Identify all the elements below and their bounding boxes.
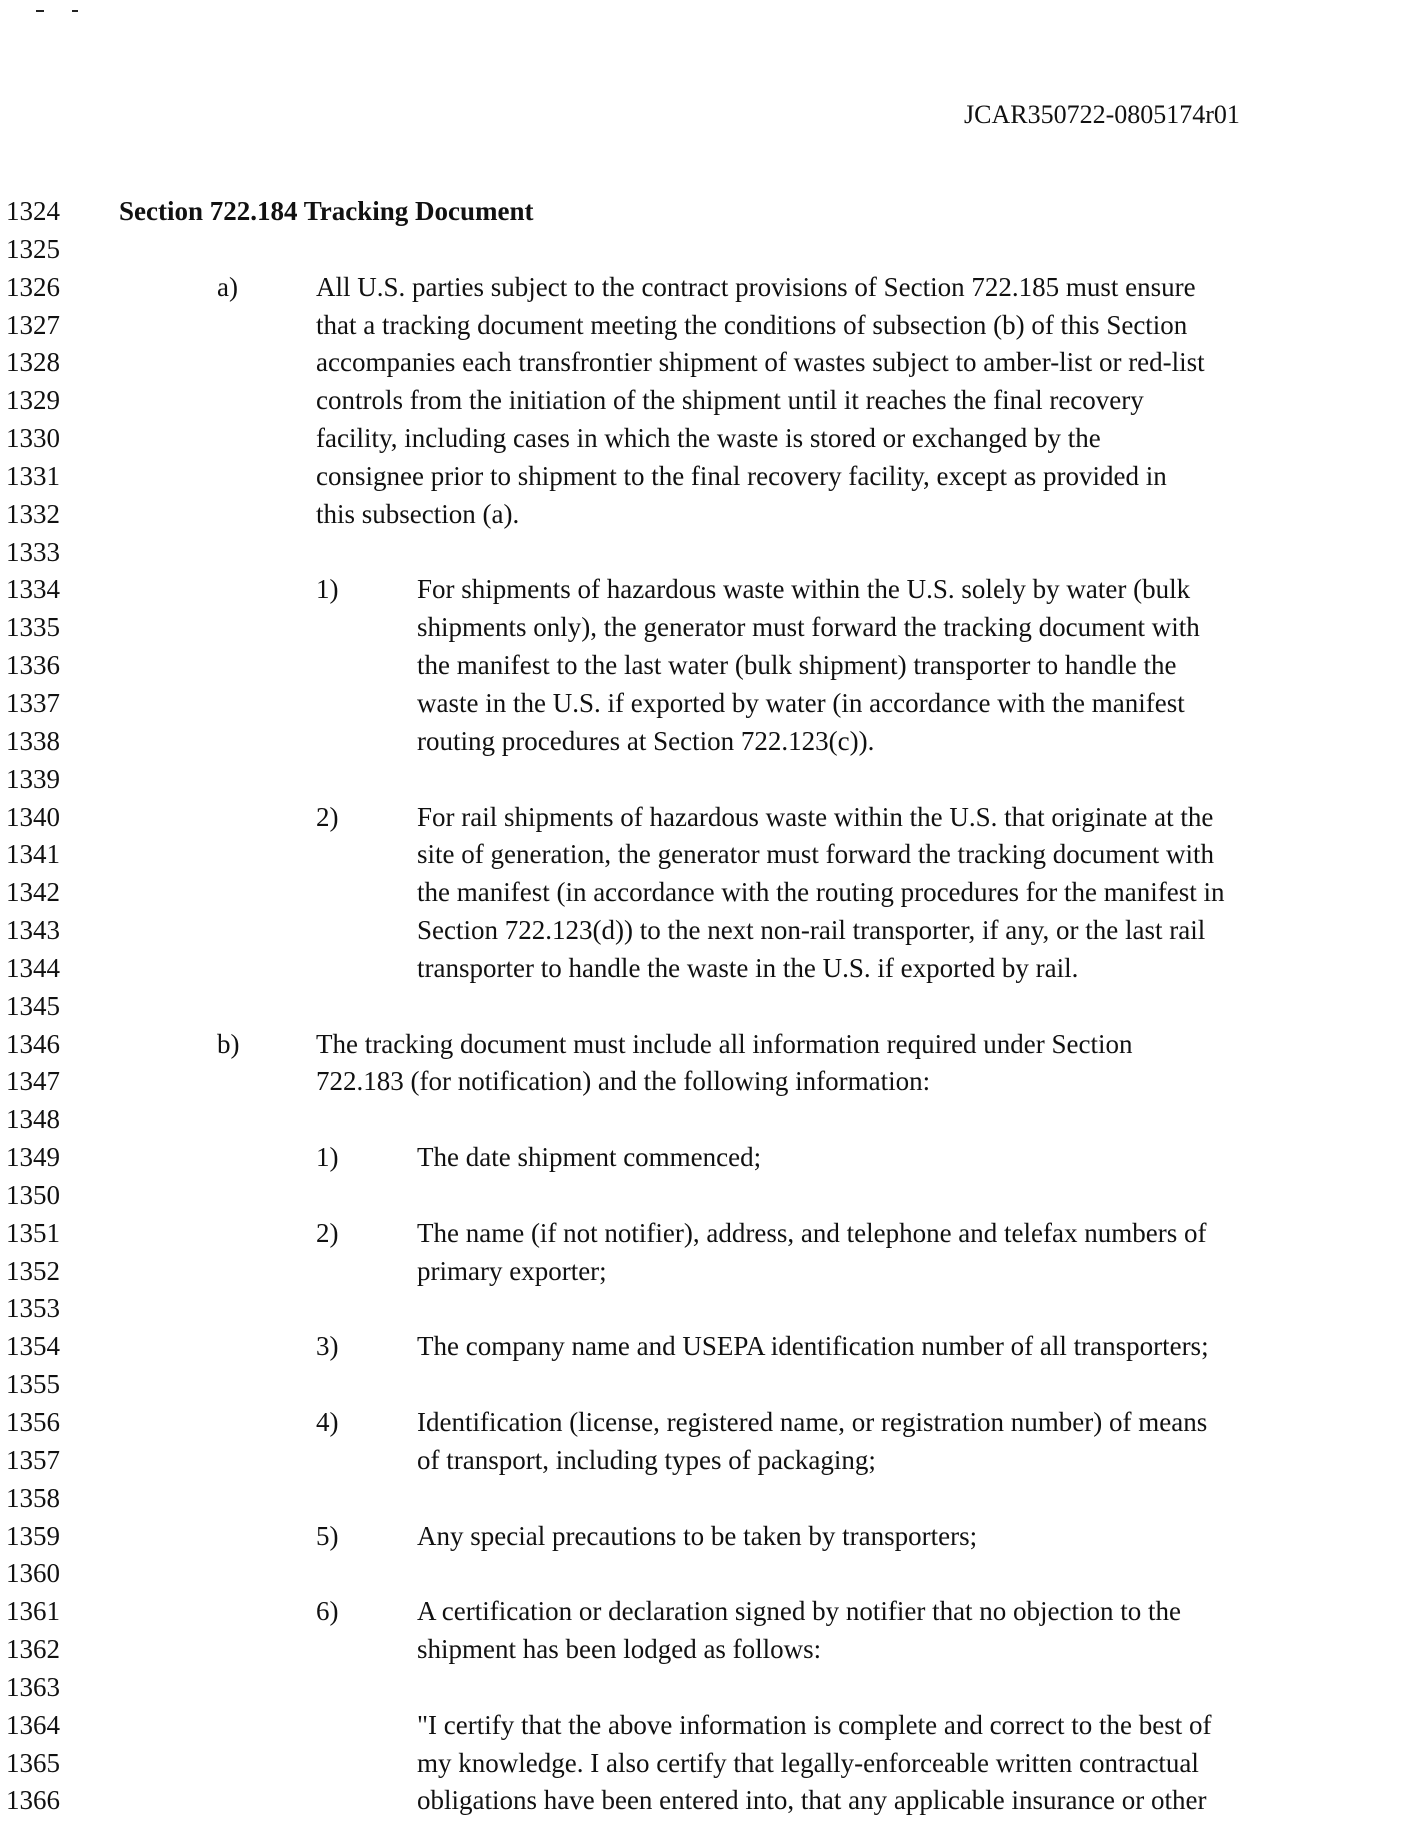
line-text: The date shipment commenced;	[417, 1142, 762, 1173]
line-text: this subsection (a).	[316, 498, 520, 529]
text-line	[0, 1593, 1408, 1631]
line-number: 1330	[6, 423, 60, 454]
text-line	[0, 231, 1408, 269]
text-line	[0, 1290, 1408, 1328]
paragraph-label: 5)	[316, 1520, 339, 1551]
paragraph-label: 4)	[316, 1407, 339, 1437]
text-line	[0, 912, 1408, 950]
line-number: 1358	[6, 1482, 60, 1513]
text-line	[0, 647, 1408, 685]
line-number: 1339	[6, 763, 60, 794]
line-number: 1350	[6, 1179, 60, 1210]
line-number: 1355	[6, 1369, 60, 1400]
text-line	[0, 307, 1408, 345]
line-number: 1338	[6, 725, 60, 756]
text-line	[0, 1177, 1408, 1215]
text-line	[0, 1631, 1408, 1669]
text-line	[0, 1063, 1408, 1101]
line-number: 1326	[6, 271, 60, 302]
text-line	[0, 1139, 1408, 1177]
paragraph-label: 1)	[316, 1142, 339, 1173]
line-text: shipments only), the generator must forward the tracking document with	[417, 612, 1200, 643]
line-number: 1363	[6, 1671, 60, 1702]
line-text: For shipments of hazardous waste within the U.S. solely by water (bulk	[417, 574, 1191, 605]
line-text: consignee prior to shipment to the final recovery facility, except as provided in	[316, 460, 1167, 491]
line-text: A certification or declaration signed by notifier that no objection to the	[417, 1596, 1182, 1627]
line-text: "I certify that the above information is complete and correct to the best of	[417, 1709, 1212, 1740]
line-number: 1337	[6, 687, 60, 718]
line-number: 1351	[6, 1217, 60, 1248]
line-number: 1353	[6, 1293, 60, 1324]
line-number: 1347	[6, 1066, 60, 1097]
line-number: 1345	[6, 990, 60, 1021]
line-text: shipment has been lodged as follows:	[417, 1634, 822, 1665]
line-number: 1362	[6, 1634, 60, 1665]
quote-line	[0, 1782, 1408, 1820]
line-number: 1359	[6, 1520, 60, 1551]
scan-mark	[72, 10, 78, 12]
text-line	[0, 1404, 1408, 1442]
text-line	[0, 269, 1408, 307]
line-number: 1341	[6, 839, 60, 870]
subsection-label: b)	[217, 1028, 240, 1059]
line-number: 1354	[6, 1331, 60, 1362]
line-text: All U.S. parties subject to the contract provisions of Section 722.185 must ensure	[316, 271, 1196, 302]
line-number: 1352	[6, 1255, 60, 1286]
line-text: the manifest (in accordance with the routing procedures for the manifest in	[417, 877, 1225, 908]
line-number: 1361	[6, 1596, 60, 1627]
text-line	[0, 1328, 1408, 1366]
line-number: 1348	[6, 1104, 60, 1135]
text-line	[0, 1026, 1408, 1064]
line-number: 1356	[6, 1407, 60, 1437]
line-text: 722.183 (for notification) and the following information:	[316, 1066, 931, 1097]
text-line	[0, 534, 1408, 572]
subsection-label: a)	[217, 271, 238, 302]
line-text: Identification (license, registered name, or registration number) of means	[417, 1407, 1208, 1437]
text-line	[0, 1555, 1408, 1593]
document-id: JCAR350722-0805174r01	[964, 100, 1240, 129]
line-number: 1365	[6, 1747, 60, 1778]
quote-line	[0, 1707, 1408, 1745]
text-line	[0, 685, 1408, 723]
paragraph-label: 6)	[316, 1596, 339, 1627]
text-line	[0, 799, 1408, 837]
text-line	[0, 950, 1408, 988]
line-number: 1344	[6, 952, 60, 983]
section-title: Section 722.184 Tracking Document	[119, 196, 534, 226]
line-text: Any special precautions to be taken by transporters;	[417, 1520, 978, 1551]
line-number: 1324	[6, 196, 60, 226]
line-number: 1343	[6, 915, 60, 946]
text-line	[0, 1253, 1408, 1291]
text-line	[0, 1518, 1408, 1556]
line-number: 1331	[6, 460, 60, 491]
line-text: Section 722.123(d)) to the next non-rail transporter, if any, or the last rail	[417, 915, 1206, 946]
line-number: 1327	[6, 309, 60, 340]
text-line	[0, 571, 1408, 609]
text-line	[0, 836, 1408, 874]
line-number: 1332	[6, 498, 60, 529]
line-text: that a tracking document meeting the conditions of subsection (b) of this Section	[316, 309, 1188, 340]
line-text: The company name and USEPA identification number of all transporters;	[417, 1331, 1209, 1362]
line-text: The name (if not notifier), address, and telephone and telefax numbers of	[417, 1217, 1207, 1248]
line-number: 1357	[6, 1444, 60, 1475]
paragraph-label: 2)	[316, 1217, 339, 1248]
line-text: accompanies each transfrontier shipment of wastes subject to amber-list or red-list	[316, 347, 1205, 378]
line-number: 1334	[6, 574, 60, 605]
line-text: transporter to handle the waste in the U.S. if exported by rail.	[417, 952, 1079, 983]
line-text: The tracking document must include all information required under Section	[316, 1028, 1133, 1059]
text-line	[0, 1442, 1408, 1480]
text-line	[0, 609, 1408, 647]
text-line	[0, 1480, 1408, 1518]
line-text: the manifest to the last water (bulk shipment) transporter to handle the	[417, 650, 1177, 681]
line-text: site of generation, the generator must forward the tracking document with	[417, 839, 1214, 870]
line-number: 1335	[6, 612, 60, 643]
line-text: routing procedures at Section 722.123(c)).	[417, 725, 875, 756]
line-text: obligations have been entered into, that any applicable insurance or other	[417, 1785, 1207, 1816]
line-text: facility, including cases in which the waste is stored or exchanged by the	[316, 423, 1101, 454]
line-number: 1333	[6, 536, 60, 567]
paragraph-label: 3)	[316, 1331, 339, 1362]
line-text: For rail shipments of hazardous waste within the U.S. that originate at the	[417, 801, 1214, 832]
document-body	[0, 193, 1408, 1820]
text-line	[0, 344, 1408, 382]
line-number: 1349	[6, 1142, 60, 1173]
text-line	[0, 874, 1408, 912]
text-line	[0, 1101, 1408, 1139]
line-text: of transport, including types of packaging;	[417, 1444, 876, 1475]
text-line	[0, 723, 1408, 761]
text-line	[0, 420, 1408, 458]
line-number: 1366	[6, 1785, 60, 1816]
text-line	[0, 1669, 1408, 1707]
line-number: 1342	[6, 877, 60, 908]
text-line	[0, 988, 1408, 1026]
text-line	[0, 1215, 1408, 1253]
line-number: 1325	[6, 233, 60, 264]
line-number: 1329	[6, 385, 60, 416]
text-line	[0, 1366, 1408, 1404]
text-line	[0, 761, 1408, 799]
line-number: 1364	[6, 1709, 60, 1740]
text-line	[0, 382, 1408, 420]
line-number: 1336	[6, 650, 60, 681]
line-number: 1346	[6, 1028, 60, 1059]
line-number: 1328	[6, 347, 60, 378]
line-text: waste in the U.S. if exported by water (in accordance with the manifest	[417, 687, 1185, 718]
text-line	[0, 458, 1408, 496]
scan-mark	[36, 10, 44, 12]
quote-line	[0, 1745, 1408, 1783]
line-number: 1360	[6, 1558, 60, 1589]
line-text: controls from the initiation of the shipment until it reaches the final recovery	[316, 385, 1144, 416]
line-number: 1340	[6, 801, 60, 832]
section-heading	[0, 193, 1408, 231]
line-text: primary exporter;	[417, 1255, 607, 1286]
paragraph-label: 2)	[316, 801, 339, 832]
line-text: my knowledge. I also certify that legally-enforceable written contractual	[417, 1747, 1199, 1778]
text-line	[0, 496, 1408, 534]
paragraph-label: 1)	[316, 574, 339, 605]
